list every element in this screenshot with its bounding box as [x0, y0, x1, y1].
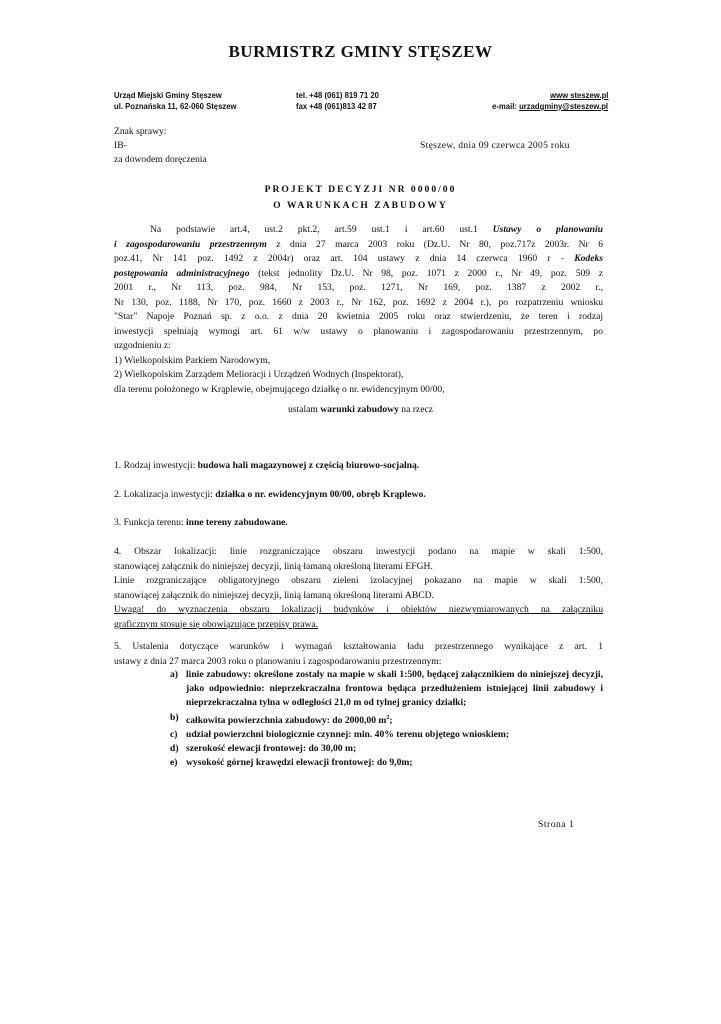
decision-heading-2: O WARUNKACH ZABUDOWY [273, 200, 448, 211]
intro-line: inwestycji spełniają wymogi art. 61 w/w ustawy o planowaniu i zagospodarowaniu przestrzennym, po [114, 325, 603, 337]
intro-line: Nr 130, poz. 1188, Nr 170, poz. 1660 z 2003 r., Nr 162, poz. 1692 z 2004 r.), po rozpatrzeniu wniosku [114, 296, 603, 308]
office-fax: fax +48 (061)813 42 87 [296, 101, 377, 111]
case-number-value: IB- [114, 140, 127, 151]
point-5: 5. Ustalenia dotyczące warunków i wymagań kształtowania ładu przestrzennego wynikające z art. 1 ustawy z dnia 27 marca 2003 roku o planowaniu i zagospodarowaniu przestrzennym: [114, 641, 603, 667]
office-address: ul. Poznańska 11, 62-060 Stęszew [114, 101, 237, 111]
office-name: Urząd Miejski Gminy Stęszew [114, 90, 222, 100]
intro-line: uzgodnieniu z: [114, 340, 171, 351]
intro-line: i zagospodarowaniu przestrzennym z dnia 27 marca 2003 roku (Dz.U. Nr 80, poz.717z 2003r. Nr 6 [114, 238, 604, 250]
point-3: 3. Funkcja terenu: inne tereny zabudowane. [114, 517, 288, 528]
list-item: e) wysokość górnej krawędzi elewacji frontowej: do 9,0m; [170, 757, 413, 769]
list-item: a) linie zabudowy: określone zostały na mapie w skali 1:500, będącej załącznikiem do niniejszej decyzji, jako odpowiednio: nieprzekraczalna frontowa będąca przedłużeniem istniejącej linii zabudowy i nieprzekraczalna tylna w odległości 21,0 m od tylnej granicy działki; [170, 669, 603, 709]
list-item: b) całkowita powierzchnia zabudowy: do 2000,00 $m^2$; [170, 711, 393, 726]
email-label: e-mail: [492, 101, 519, 111]
website-link[interactable]: www steszew.pl [549, 90, 608, 100]
list-item: c) udział powierzchni biologicznie czynnej: min. 40% terenu objętego wnioskiem; [170, 729, 510, 740]
point-1: 1. Rodzaj inwestycji: budowa hali magazynowej z częścią biurowo-socjalną. [114, 460, 420, 471]
email-line [492, 101, 608, 112]
delivery-note: za dowodem doręczenia [114, 154, 207, 165]
intro-line: poz.41, Nr 141 poz. 1492 z 2004r) oraz art. 104 ustawy z dnia 14 czerwca 1960 r - Kodeks [114, 253, 603, 264]
intro-line: 1) Wielkopolskim Parkiem Narodowym, [114, 354, 271, 366]
intro-line: "Star" Napoje Poznań sp. z o.o. z dnia 20 kwietnia 2005 roku oraz stwierdzeniu, że teren i rodzaj [114, 311, 603, 322]
place-date: Stęszew, dnia 09 czerwca 2005 roku [420, 140, 570, 151]
email-link[interactable]: urzadgminy@steszew.pl [518, 101, 608, 111]
point-2: 2. Lokalizacja inwestycji: działka o nr. ewidencyjnym 00/00, obręb Krąplewo. [114, 489, 426, 500]
intro-line: postępowania administracyjnego (tekst jednolity Dz.U. Nr 98, poz. 1071 z 2000 r., Nr 49, poz. 509 z [114, 267, 604, 279]
ustalam-line: ustalam warunki zabudowy na rzecz [288, 404, 433, 415]
intro-line: 2) Wielkopolskim Zarządem Melioracji i Urządzeń Wodnych (Inspektorat), [114, 369, 404, 380]
office-tel: tel. +48 (061) 819 71 20 [296, 90, 379, 100]
page-number: Strona 1 [538, 819, 575, 830]
decision-heading-1: PROJEKT DECYZJI NR 0000/00 [264, 184, 457, 195]
point-4: 4. Obszar lokalizacji: linie rozgraniczające obszaru inwestycji podano na mapie w skali 1:500, stanowiącej załącznik do niniejszej decyzji, linią łamaną określoną literami EFGH. Linie rozgraniczające obligatoryjnego obszaru zieleni izolacyjnej pokazano na mapie w skali 1:500, stanowiącej załącznik do niniejszej decyzji, linią łamaną określoną literami ABCD. Uwaga! do wyznaczenia obszaru lokalizacji budynków i obiektów niezwymiarowanych na załączniku graficznym stosuje się obowiązujące przepisy prawa. [114, 546, 603, 630]
intro-line: 2001 r., Nr 113, poz. 984, Nr 153, poz. 1271, Nr 169, poz. 1387 z 2002 r., [114, 282, 603, 293]
intro-paragraph [114, 223, 603, 397]
intro-line: Na podstawie art.4, ust.2 pkt.2, art.59 ust.1 i art.60 ust.1 Ustawy o planowaniu [150, 224, 603, 235]
page-title: BURMISTRZ GMINY STĘSZEW [228, 42, 493, 61]
conditions-list [170, 668, 603, 771]
list-item: d) szerokość elewacji frontowej: do 30,00 m; [170, 743, 357, 755]
intro-line: dla terenu położonego w Krąplewie, obejmującego działkę o nr. ewidencyjnym 00/00, [114, 383, 445, 395]
case-number-label: Znak sprawy: [114, 126, 167, 137]
